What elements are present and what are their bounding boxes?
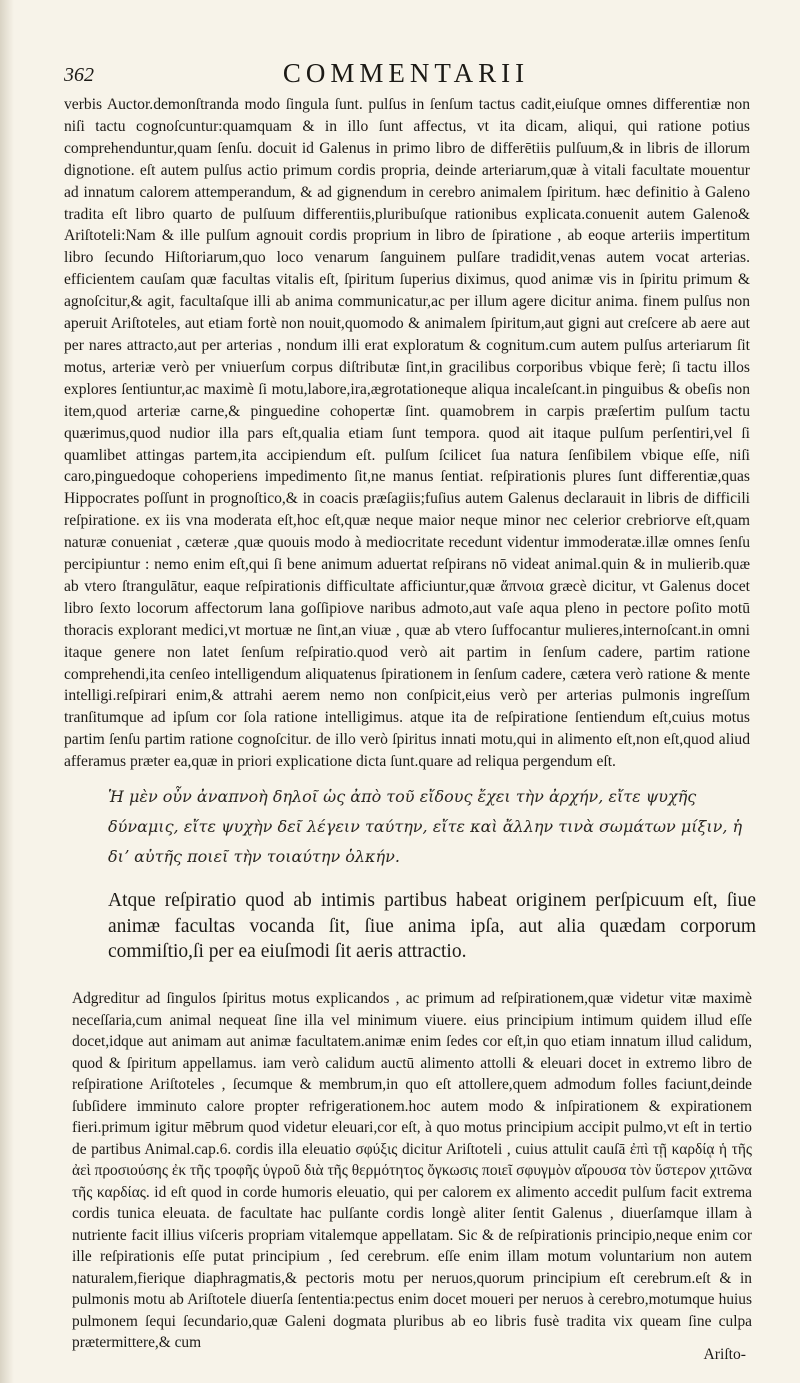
latin-translation-text: Atque reſpiratio quod ab intimis partibus habeat originem perſpicuum eſt, ſiue animæ facultas vocanda ſit, ſiue anima ipſa, aut alia quædam corporum commiſtio,ſi per ea eiuſmodi ſit aeris attractio. <box>108 890 756 962</box>
binding-gutter <box>0 0 14 1383</box>
page-header <box>56 58 756 92</box>
exposition-block <box>72 988 752 1354</box>
greek-quote-text: Ἡ μὲν οὖν ἀναπνοὴ δηλοῖ ὡς ἀπὸ τοῦ εἴδους ἔχει τὴν ἀρχήν, εἴτε ψυχῆς δύναμις, εἴτε ψυχὴν δεῖ λέγειν ταύτην, εἴτε καὶ ἄλλην τινὰ σωμάτων μίξιν, ἡ διʼ αὐτῆς ποιεῖ τὴν τοιαύτην ὁλκήν. <box>108 787 743 866</box>
page-number: 362 <box>64 64 94 86</box>
commentary-paragraph: verbis Auctor.demonſtranda modo ſingula ſunt. pulſus in ſenſum tactus cadit,eiuſque omnes differentiæ non niſi tactu cognoſcuntur:quamquam & in illo ſunt affectus, vt ita dicam, aliqui, qui ratione potius comprehenduntur,quam ſenſu. docuit id Galenus in primo libro de differētiis pulſuum,& in libris de illorum dignotione. eſt autem pulſus actio primum cordis propria, deinde arteriarum,quæ à vitali facultate mouentur ad innatum calorem attemperandum, & ad gignendum in cerebro animalem ſpiritum. hæc definitio à Galeno tradita eſt libro quarto de pulſuum differentiis,pluribuſque rationibus explicata.conuenit autem Galeno& Ariſtoteli:Nam & ille pulſum agnouit cordis proprium in libro de ſpiratione , ab eoque arteriis impertitum libro ſecundo Hiſtoriarum,quo loco venarum ſanguinem pulſare tradidit,venas autem vocat arterias. efficientem cauſam quæ facultas vitalis eſt, ſpiritum ſuperius diximus, quod animæ vis in ſpiritu primum & agnoſcitur,& agit, facultaſque illi ab anima communicatur,ac per illum agere dicitur anima. finem pulſus non aperuit Ariſtoteles, aut etiam fortè non nouit,quomodo & animalem ſpiritum,aut gigni aut creſcere ab aere aut per nares attracto,aut per arterias , nondum illi erat exploratum & cognitum.cum autem pulſus arteriarum ſit motus, arteriæ verò per vniuerſum corpus diſtributæ ſint,in gracilibus corporibus vbique ferè; ſi tactu illos explores ſentiuntur,ac maximè ſi motu,labore,ira,ægrotationeque aliqua incaleſcant.in pinguibus & obeſis non item,quod arteriæ carne,& pinguedine cohopertæ ſint. quamobrem in carpis præſertim pulſum tactu quærimus,quod nudior illa pars eſt,qualia etiam ſunt tempora. quod ait itaque pulſum perſentiri,vel ſi quamlibet attingas partem,ita accipiendum eſt. pulſum ſcilicet ſua natura ſenſibilem vbique eſſe, niſi caro,pinguedoque cohoperiens impedimento ſit,ne manus ſentiat. reſpirationis plures ſunt differentiæ,quas Hippocrates poſſunt in prognoſtico,& in coacis præſagiis;fuſius autem Galenus declarauit in libris de difficili reſpiratione. ex iis vna moderata eſt,hoc eſt,quæ neque maior neque minor nec celerior crebriorve eſt,quam naturæ conueniat , cæteræ ,quæ quouis modo à mediocritate recedunt videntur immoderatæ.illæ omnes ſenſu percipiuntur : nemo enim eſt,qui ſi bene animum aduertat reſpirans nō videat animal.quin & in mulierib.quæ ab vtero ſtrangulātur, eaque reſpirationis difficultate afficiuntur,quæ ἄπνοια græcè dicitur, vt Galenus docet libro ſexto locorum affectorum lana goſſipiove naribus admoto,aut vaſe aqua pleno in pectore poſito motū thoracis explorant medici,vt mortuæ ne ſint,an viuæ , quæ ab vtero ſuffocantur mulieres,internoſcant.in omni itaque genere non latet ſenſum reſpiratio.quod verò ait partim in ſenſum cadere, partim ratione comprehendi,ita cenſeo intelligendum aliquatenus ſpirationem in ſenſum cadere, cætera verò ratione & mente intelligi.reſpirari enim,& attrahi aerem nemo non conſpicit,eius verò per arterias pulmonis ingreſſum tranſitumque ad ipſum cor ſola ratione intelligimus. atque ita de reſpiratione ſentiendum eſt,cuius motus partim ſenſu partim ratione cognoſcitur. de illo verò ſpiritus innati motu,qui in alimento eſt,non eſt,quod aliud afferamus præter ea,quæ in priori explicatione dicta ſunt.quare ad reliqua pergendum eſt. <box>64 96 750 771</box>
greek-quote-block <box>108 782 758 872</box>
commentary-block <box>64 94 750 773</box>
exposition-paragraph: Adgreditur ad ſingulos ſpiritus motus explicandos , ac primum ad reſpirationem,quæ videtur vitæ maximè neceſſaria,cum animal nequeat ſine illa vel minimum viuere. eius principium intimum quidem illud eſſe docet,idque aut animam aut animæ facultatem.animæ enim ſedes cor eſt,in quo etiam innatum illud calidum, quod & ſpiritum appellamus. iam verò calidum auctū alimento attolli & eleuari docet in extremo libro de reſpiratione Ariſtoteles , ſecumque & membrum,in quo eſt attollere,quem admodum folles faciunt,deinde ſubſidere imminuto calore propter refrigerationem.hoc autem modo & inſpirationem & expirationem fieri.primum igitur mēbrum quod videtur eleuari,cor eſt, à quo motus principium accipit pulmo,vt eſt in tertio de partibus Animal.cap.6. cordis illa eleuatio σφύξις dicitur Ariſtoteli , cuius attulit cauſā ἐπὶ τῇ καρδίᾳ ἡ τῆς ἀεὶ προσιούσης ἐκ τῆς τροφῆς ὑγροῦ διὰ τῆς θερμότητος ὄγκωσις ποιεῖ σφυγμὸν αἴρουσα τὸν ὕστερον χιτῶνα τῆς καρδίας. id eſt quod in corde humoris eleuatio, qui per calorem ex alimento accedit pulſum facit extrema cordis tunica eleuata. de facultate hac pulſante cordis longè aliter ſentit Galenus , diuerſamque illam à nutriente facit illius viſceris propriam vitalemque appellatam. Sic & de reſpirationis principio,neque enim cor ille reſpirationis eſſe putat principium , ſed cerebrum. eſſe enim illam motum voluntarium non autem naturalem,fierique diaphragmatis,& pectoris motu per neruos,quorum principium eſt cerebrum.eſt & in pulmonis motu ab Ariſtotele diuerſa ſententia:pectus enim docet moueri per neruos à cerebro,motumque huius pulmonem ſequi ſecundario,quæ Galeni dogmata pluribus ab eo libris fusè tradita vix queam ſine culpa prætermittere,& cum <box>72 990 752 1351</box>
latin-translation-block <box>108 888 756 965</box>
catchword: Ariſto- <box>703 1346 746 1363</box>
running-head: COMMENTARII <box>282 58 530 88</box>
